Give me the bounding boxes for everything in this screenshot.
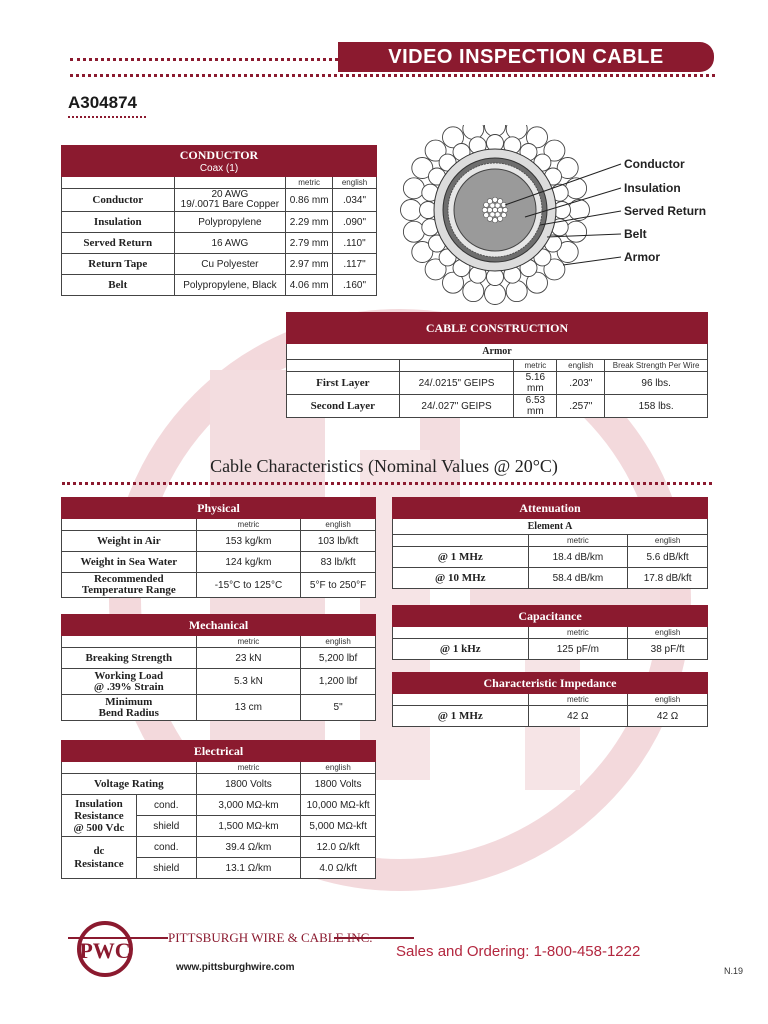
label-belt: Belt	[624, 227, 647, 241]
row-label: @ 10 MHz	[393, 568, 529, 589]
row-desc: 19/.0071 Bare Copper	[180, 199, 280, 210]
row-english: 10,000 MΩ-kft	[301, 795, 376, 816]
row-english: .034"	[333, 189, 377, 212]
row-label: @ 1 kHz	[393, 639, 529, 660]
conductor-strand	[503, 207, 508, 212]
row-metric: 2.29 mm	[286, 212, 333, 233]
impedance-title: Characteristic Impedance	[393, 673, 708, 694]
row-metric: 1800 Volts	[196, 774, 301, 795]
row-english: .090"	[333, 212, 377, 233]
company-logo	[76, 918, 134, 980]
row-break-strength: 96 lbs.	[605, 372, 708, 395]
row-english: .160"	[333, 275, 377, 296]
armor-wire	[403, 221, 424, 242]
row-metric: 58.4 dB/km	[528, 568, 628, 589]
attenuation-table	[392, 497, 708, 589]
electrical-title: Electrical	[62, 741, 376, 762]
row-label: Voltage Rating	[62, 774, 197, 795]
col-english: english	[301, 636, 376, 648]
section-title: Cable Characteristics (Nominal Values @ 20°C)	[210, 456, 558, 476]
armor-wire	[566, 221, 587, 242]
physical-table	[61, 497, 376, 598]
page-number: N.19	[724, 966, 744, 976]
row-label: Temperature Range	[81, 584, 176, 596]
col-break-strength: Break Strength Per Wire	[605, 360, 708, 372]
col-english: english	[301, 519, 376, 531]
armor-wire	[566, 178, 587, 199]
row-metric: 23 kN	[196, 648, 301, 669]
impedance-table	[392, 672, 708, 727]
logo-text: PWC	[79, 938, 131, 963]
row-metric: 125 pF/m	[528, 639, 628, 660]
page-title: VIDEO INSPECTION CABLE	[338, 42, 714, 72]
row-metric: 4.06 mm	[286, 275, 333, 296]
row-break-strength: 158 lbs.	[605, 395, 708, 418]
conductor-strand	[498, 216, 503, 221]
title-dotted-rule	[70, 58, 345, 61]
website-link[interactable]: www.pittsburghwire.com	[176, 962, 295, 973]
mechanical-title: Mechanical	[62, 615, 376, 636]
row-english: .110"	[333, 233, 377, 254]
row-label: @ 500 Vdc	[73, 821, 125, 834]
row-english: 5°F to 250°F	[301, 573, 376, 598]
row-english: 1800 Volts	[301, 774, 376, 795]
row-desc: 24/.027" GEIPS	[399, 395, 514, 418]
row-label: Resistance	[74, 809, 124, 822]
footer-rule-right	[334, 937, 414, 939]
row-english: 42 Ω	[628, 706, 708, 727]
col-metric: metric	[528, 694, 628, 706]
row-label: Recommended	[93, 573, 164, 585]
part-number: A304874	[68, 93, 138, 112]
row-sublabel: shield	[136, 816, 196, 837]
row-metric: 0.86 mm	[286, 189, 333, 212]
row-label: Working Load	[94, 669, 164, 682]
col-english: english	[628, 694, 708, 706]
row-desc: Polypropylene	[174, 212, 286, 233]
row-label: Second Layer	[287, 395, 400, 418]
armor-wire	[506, 281, 527, 302]
col-metric: metric	[514, 360, 557, 372]
label-conductor: Conductor	[624, 157, 685, 171]
row-label: Served Return	[62, 233, 175, 254]
part-number-underline	[68, 116, 146, 118]
sales-phone: Sales and Ordering: 1-800-458-1222	[396, 943, 641, 960]
row-english: 5,000 MΩ-kft	[301, 816, 376, 837]
row-english: 5.6 dB/kft	[628, 547, 708, 568]
col-metric: metric	[528, 535, 628, 547]
cable-construction-table	[286, 312, 708, 418]
conductor-strand	[484, 213, 489, 218]
col-metric: metric	[528, 627, 628, 639]
row-sublabel: shield	[136, 858, 196, 879]
row-english: .257"	[557, 395, 605, 418]
row-metric: 6.53 mm	[514, 395, 557, 418]
conductor-strand	[482, 207, 487, 212]
row-english: 103 lb/kft	[301, 531, 376, 552]
row-metric: 1,500 MΩ-km	[196, 816, 301, 837]
row-label: Insulation	[75, 797, 123, 810]
row-english: .203"	[557, 372, 605, 395]
col-metric: metric	[196, 636, 301, 648]
row-sublabel: cond.	[136, 837, 196, 858]
row-metric: 18.4 dB/km	[528, 547, 628, 568]
footer-rule-left	[68, 937, 168, 939]
col-english: english	[301, 762, 376, 774]
row-english: 17.8 dB/kft	[628, 568, 708, 589]
armor-wire	[401, 200, 422, 221]
conductor-strand	[487, 199, 492, 204]
row-english: 5"	[301, 695, 376, 721]
armor-wire	[463, 281, 484, 302]
row-english: 12.0 Ω/kft	[301, 837, 376, 858]
row-english: .117"	[333, 254, 377, 275]
row-metric: 13 cm	[196, 695, 301, 721]
row-metric: 153 kg/km	[196, 531, 301, 552]
armor-wire	[485, 284, 506, 305]
conductor-table-subtitle: Coax (1)	[199, 163, 239, 174]
conductor-table-title: CONDUCTOR	[179, 148, 259, 162]
row-label: First Layer	[287, 372, 400, 395]
conductor-table	[61, 145, 377, 296]
row-english: 38 pF/ft	[628, 639, 708, 660]
row-metric: 2.79 mm	[286, 233, 333, 254]
row-label: Weight in Sea Water	[62, 552, 197, 573]
row-english: 1,200 lbf	[301, 669, 376, 695]
row-label: Breaking Strength	[62, 648, 197, 669]
col-english: english	[628, 535, 708, 547]
col-english: english	[628, 627, 708, 639]
row-metric: 13.1 Ω/km	[196, 858, 301, 879]
capacitance-title: Capacitance	[393, 606, 708, 627]
row-desc: Cu Polyester	[174, 254, 286, 275]
row-label: Resistance	[74, 857, 124, 870]
capacitance-table	[392, 605, 708, 660]
mechanical-table	[61, 614, 376, 721]
col-metric: metric	[196, 762, 301, 774]
row-label: @ 1 MHz	[393, 547, 529, 568]
label-armor: Armor	[624, 250, 661, 264]
col-metric: metric	[196, 519, 301, 531]
row-metric: 5.3 kN	[196, 669, 301, 695]
row-desc: Polypropylene, Black	[174, 275, 286, 296]
row-label: Conductor	[62, 189, 175, 212]
physical-title: Physical	[62, 498, 376, 519]
row-label: Belt	[62, 275, 175, 296]
row-label: Insulation	[62, 212, 175, 233]
attenuation-subtitle: Element A	[393, 519, 708, 535]
header-dotted-rule	[70, 74, 715, 77]
row-label: @ 1 MHz	[393, 706, 529, 727]
col-english: english	[333, 177, 377, 189]
col-metric: metric	[286, 177, 333, 189]
row-desc: 24/.0215" GEIPS	[399, 372, 514, 395]
row-english: 83 lb/kft	[301, 552, 376, 573]
row-metric: 2.97 mm	[286, 254, 333, 275]
row-label: Minimum	[105, 695, 153, 708]
conductor-strand	[492, 197, 497, 202]
electrical-table	[61, 740, 376, 879]
row-desc: 20 AWG	[211, 189, 249, 200]
construction-table-title: CABLE CONSTRUCTION	[287, 313, 708, 344]
label-insulation: Insulation	[624, 181, 681, 195]
row-label: Return Tape	[62, 254, 175, 275]
section-dotted-rule	[62, 482, 712, 485]
row-metric: 42 Ω	[528, 706, 628, 727]
row-english: 4.0 Ω/kft	[301, 858, 376, 879]
row-metric: 3,000 MΩ-km	[196, 795, 301, 816]
col-english: english	[557, 360, 605, 372]
conductor-strand	[492, 218, 497, 223]
attenuation-title: Attenuation	[393, 498, 708, 519]
construction-table-subtitle: Armor	[287, 344, 708, 360]
row-english: 5,200 lbf	[301, 648, 376, 669]
row-metric: -15°C to 125°C	[196, 573, 301, 598]
row-metric: 39.4 Ω/km	[196, 837, 301, 858]
row-label: Weight in Air	[62, 531, 197, 552]
row-sublabel: cond.	[136, 795, 196, 816]
row-metric: 5.16 mm	[514, 372, 557, 395]
row-label: @ .39% Strain	[93, 680, 164, 693]
company-name: PITTSBURGH WIRE & CABLE INC.	[168, 930, 373, 945]
row-desc: 16 AWG	[174, 233, 286, 254]
row-label: Bend Radius	[98, 706, 159, 719]
label-served-return: Served Return	[624, 204, 707, 218]
armor-wire	[403, 178, 424, 199]
row-metric: 124 kg/km	[196, 552, 301, 573]
row-label: dc	[93, 844, 105, 857]
